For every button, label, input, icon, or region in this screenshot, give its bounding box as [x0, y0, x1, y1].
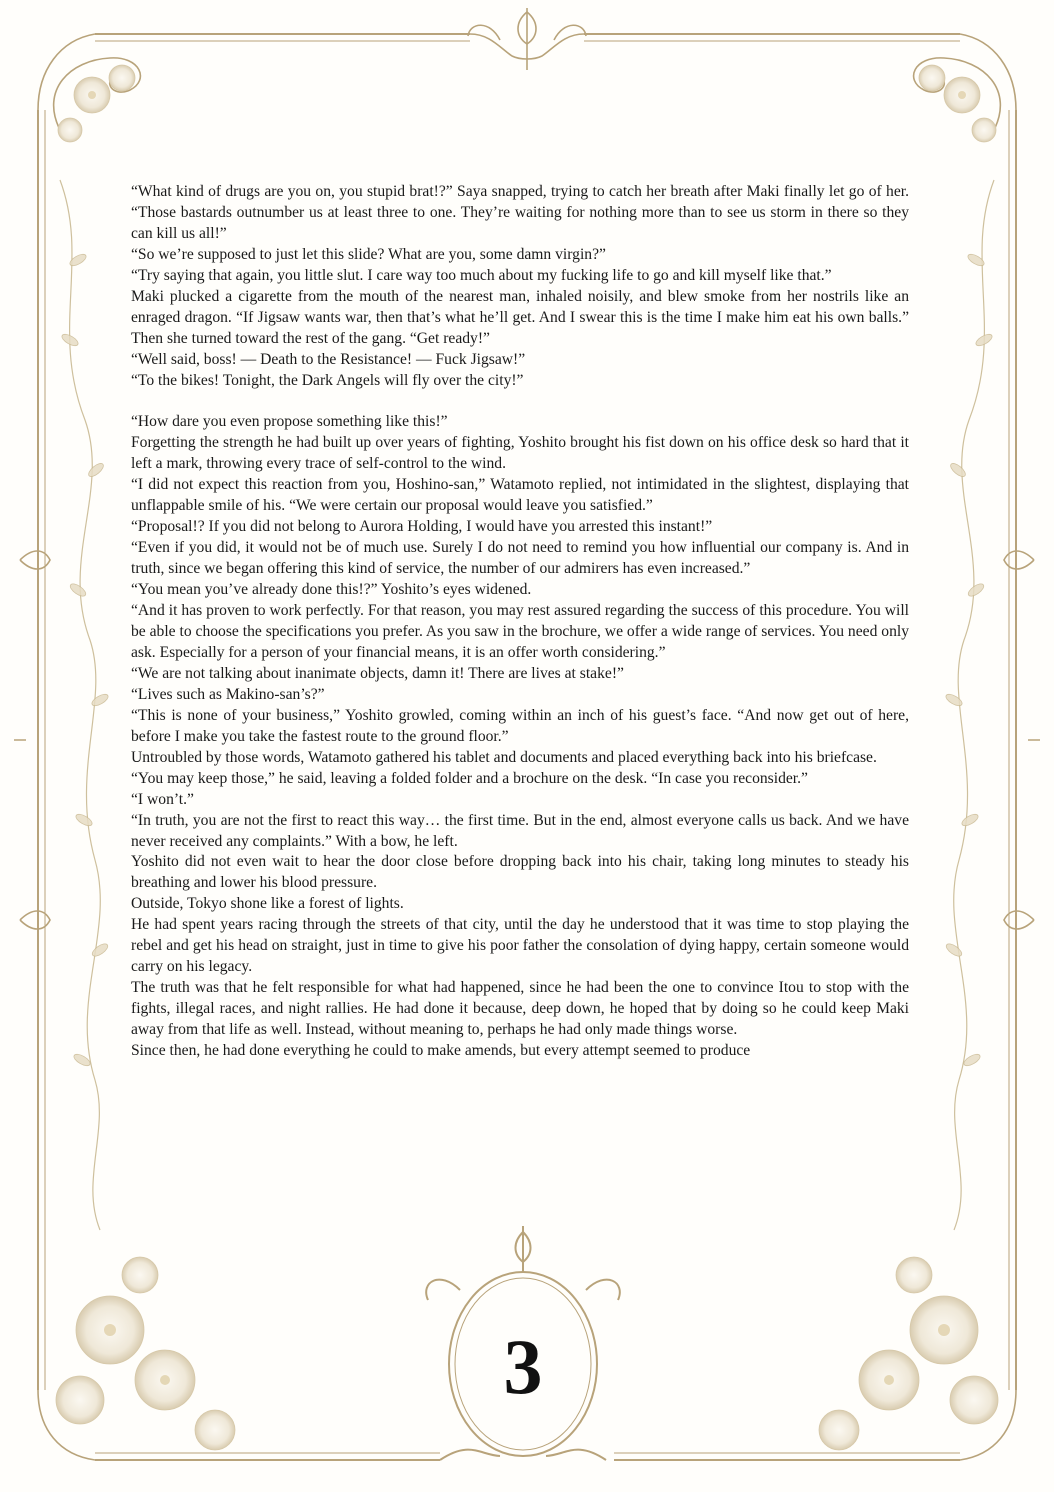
paragraph: Forgetting the strength he had built up over years of fighting, Yoshito brought his fist down on his office desk so hard that it left a mark, throwing every trace of self-control to the wind. — [131, 434, 909, 473]
paragraph: “You may keep those,” he said, leaving a folded folder and a brochure on the desk. “In case you reconsider.” — [131, 769, 808, 787]
paragraph: “Lives such as Makino-san’s?” — [131, 685, 325, 703]
paragraph: “This is none of your business,” Yoshito growled, coming within an inch of his guest’s face. “And now get out of here, before I make you take the fastest route to the ground floor.” — [131, 706, 909, 745]
paragraph: “In truth, you are not the first to react this way… the first time. But in the end, almost everyone calls us back. And we have never received any complaints.” With a bow, he left. — [131, 811, 909, 850]
page-number: 3 — [503, 1323, 543, 1410]
paragraph: Since then, he had done everything he could to make amends, but every attempt seemed to produce — [131, 1042, 751, 1060]
paragraph: “To the bikes! Tonight, the Dark Angels will fly over the city!” — [131, 371, 524, 389]
paragraph: “I did not expect this reaction from you, Hoshino-san,” Watamoto replied, not intimidated in the slightest, displaying that unflappable smile of his. “We were certain our proposal would leave you satisfied.” — [131, 476, 909, 515]
paragraph: Untroubled by those words, Watamoto gathered his tablet and documents and placed everything back into his briefcase. — [131, 748, 877, 766]
paragraph: “We are not talking about inanimate objects, damn it! There are lives at stake!” — [131, 664, 624, 682]
paragraph: “And it has proven to work perfectly. For that reason, you may rest assured regarding the success of this procedure. You will be able to choose the specifications you prefer. As you saw in the brochure, we offer a wide range of services. You need only ask. Especially for a person of your financial means, it is an offer worth considering.” — [131, 602, 909, 661]
paragraph: Yoshito did not even wait to hear the door close before dropping back into his chair, taking long minutes to steady his breathing and lower his blood pressure. — [131, 853, 909, 892]
paragraph: Outside, Tokyo shone like a forest of lights. — [131, 895, 404, 913]
paragraph: “Try saying that again, you little slut. I care way too much about my fucking life to go and kill myself like that.” — [131, 266, 832, 284]
paragraph: “So we’re supposed to just let this slide? What are you, some damn virgin?” — [131, 245, 606, 263]
scene-break — [131, 392, 909, 413]
story-text — [131, 182, 909, 1212]
paragraph: The truth was that he felt responsible for what had happened, since he had been the one to convince Itou to stop with the fights, illegal races, and night rallies. He had done it because, deep down, he hoped that by doing so he could keep Maki away from that life as well. Instead, without meaning to, perhaps he had only made things worse. — [131, 979, 909, 1039]
paragraph: “Even if you did, it would not be of much use. Surely I do not need to remind you how influential our company is. And in truth, since we began offering this kind of service, the number of our admirers has even increased.” — [131, 539, 909, 578]
paragraph: “I won’t.” — [131, 790, 194, 808]
paragraph: “What kind of drugs are you on, you stupid brat!?” Saya snapped, trying to catch her breath after Maki finally let go of her. “Those bastards outnumber us at least three to one. They’re waiting for nothing more than to see us storm in there so they can kill us all!” — [131, 183, 909, 242]
paragraph: Maki plucked a cigarette from the mouth of the nearest man, inhaled noisily, and blew smoke from her nostrils like an enraged dragon. “If Jigsaw wants war, then that’s what he’ll get. And I swear this is the time I make him eat his own balls.” Then she turned toward the rest of the gang. “Get ready!” — [131, 287, 909, 347]
paragraph: He had spent years racing through the streets of that city, until the day he understood that it was time to stop playing the rebel and get his head on straight, just in time to give his poor father the consolation of dying happy, certain someone would carry on his legacy. — [131, 916, 909, 976]
paragraph: “Proposal!? If you did not belong to Aurora Holding, I would have you arrested this instant!” — [131, 518, 713, 536]
paragraph: “Well said, boss! — Death to the Resistance! — Fuck Jigsaw!” — [131, 350, 526, 368]
paragraph: “You mean you’ve already done this!?” Yoshito’s eyes widened. — [131, 581, 532, 599]
paragraph: “How dare you even propose something like this!” — [131, 413, 448, 431]
